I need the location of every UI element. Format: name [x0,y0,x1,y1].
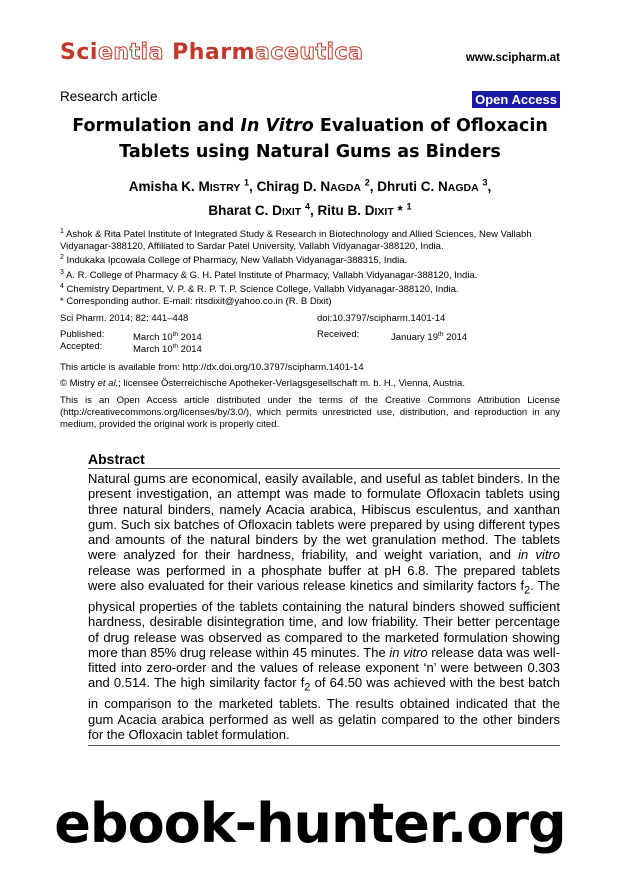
journal-logo [60,40,363,65]
copyright-note: © Mistry et al.; licensee Österreichische Apotheker-Verlagsgesellschaft m. b. H., Vienna, Austria. [60,378,465,389]
doi[interactable]: doi:10.3797/scipharm.1401-14 [317,313,446,324]
affiliation: $^2$ Indukaka Ipcowala College of Pharmacy, New Vallabh Vidyanagar-388315, India. [60,254,408,267]
abstract-body: Natural gums are economical, easily available, and useful as tablet binders. In the present investigation, an attempt was made to formulate Ofloxacin tablets using three natural binders, namely Acacia arabica, Hibiscus esculentus, and xanthan gum. Such six batches of Ofloxacin tablets were prepared by using different types and amounts of the natural binders by the wet granulation method. The tablets were analyzed for their hardness, friability, and weight variation, and in vitro release was performed in a phosphate buffer at pH 6.8. The prepared tablets were also evaluated for their various release kinetics and similarity factors $f_2$. The physical properties of the tablets containing the natural binders showed sufficient hardness, desirable disintegration time, and low friability. Their better percentage of drug release was observed as compared to the marketed formulation showing more than 85% drug release within 45 minutes. The in vitro release data was well-fitted into zero-order and the values of release exponent ‘n’ were between 0.303 and 0.514. The high similarity factor $f_2$ of 64.50 was achieved with the best batch in comparison to the marketed tablets. The results obtained indicated that the gum Acacia arabica performed as well as gelatin compared to the other binders for the Ofloxacin tablet formulation. [88,469,560,746]
license-note: This is an Open Access article distributed under the terms of the Creative Commons Attribution License (http://creativecommons.org/licenses/by/3.0/), which permits unrestricted use, distribution, and reproduction in any medium, provided the original work is properly cited. [60,395,560,430]
published-date: March 10th 2014 [133,331,202,344]
abstract-section [88,451,560,746]
author-name: Chirag D. NAGDA $^2$, [256,177,378,194]
author-name: Ritu B. DIXIT * $^1$ [317,201,412,218]
author-name: Dhruti C. NAGDA $^3$, [377,177,492,194]
author-name: Amisha K. MISTRY $^1$, [128,177,257,194]
title-part-1: Formulation and [72,116,241,136]
logo-part-4: aceutica [255,40,364,65]
logo-part-2: entia [97,40,164,65]
affiliation-list [60,226,560,296]
citation: Sci Pharm. 2014; 82: 441–448 [60,313,189,324]
affiliation: $^4$ Chemistry Department, V. P. & R. P. T. P. Science College, Vallabh Vidyanagar-388120, India. [60,283,459,296]
title-part-3: Evaluation of Ofloxacin Tablets using Natural Gums as Binders [119,116,548,162]
received-label: Received: [317,329,360,340]
accepted-date: March 10th 2014 [133,343,202,356]
watermark: ebook-hunter.org [54,792,566,855]
affiliation: $^3$ A. R. College of Pharmacy & G. H. Patel Institute of Pharmacy, Vallabh Vidyanagar-388120, India. [60,268,478,281]
affiliation: $^1$ Ashok & Rita Patel Institute of Integrated Study & Research in Biotechnology and Allied Sciences, New Vallabh Vidyanagar-388120, Affiliated to Sardar Patel University, Vallabh Vidyanagar-388120, India. [60,228,532,252]
published-label: Published: [60,329,105,340]
logo-part-1: Sci [60,40,98,65]
accepted-label: Accepted: [60,341,103,352]
received-date: January 19th 2014 [391,331,468,344]
availability-note[interactable]: This article is available from: http://dx.doi.org/10.3797/scipharm.1401-14 [60,362,364,373]
open-access-badge: Open Access [472,91,560,108]
author-list [40,173,580,222]
title-part-2: In Vitro [240,116,314,136]
article-type: Research article [60,89,158,104]
logo-part-3: Pharm [163,40,256,65]
journal-url[interactable]: www.scipharm.at [465,52,560,64]
abstract-heading: Abstract [88,451,560,469]
corresponding-author: * Corresponding author. E-mail: ritsdixit@yahoo.co.in (R. B Dixit) [60,296,332,307]
paper-title [40,113,580,165]
author-name: Bharat C. DIXIT $^4$, [208,201,318,218]
